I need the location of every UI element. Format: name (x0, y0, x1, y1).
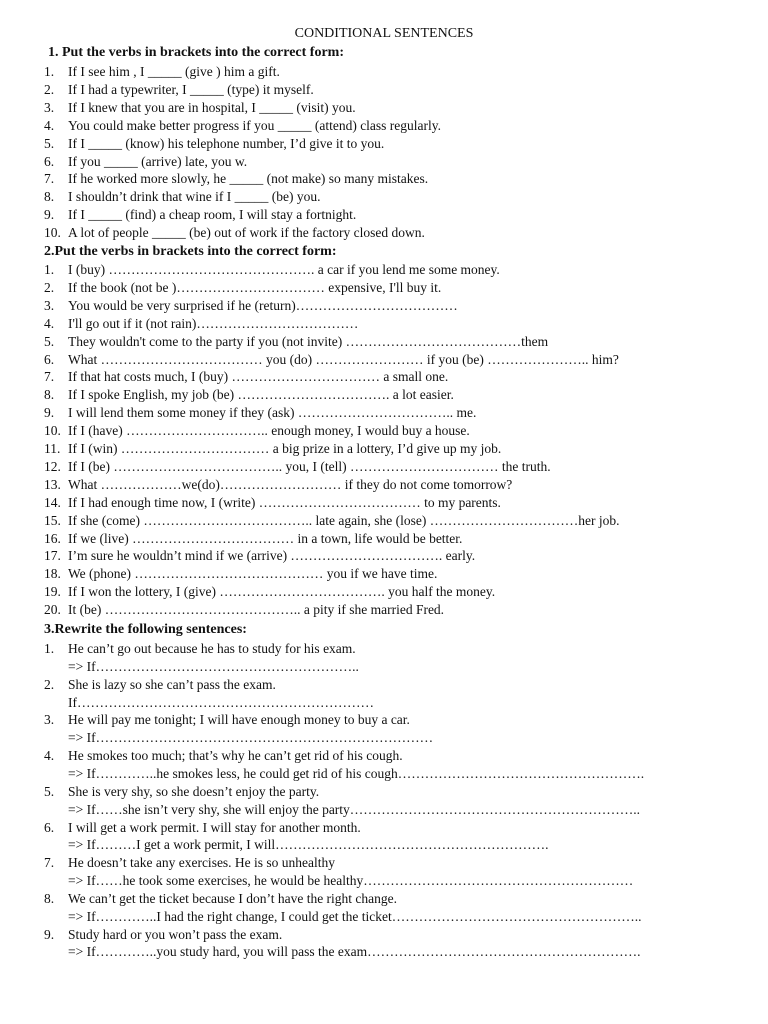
item-text: If I had enough time now, I (write) ……………………………… to my parents. (68, 494, 501, 510)
item-text: You could make better progress if you _____ (attend) class regularly. (68, 117, 442, 133)
item-text: If you _____ (arrive) late, you w. (68, 153, 248, 169)
exercise-item (44, 711, 410, 729)
item-number: 8. (44, 387, 55, 403)
section-1-heading: 1. Put the verbs in brackets into the correct form: (48, 45, 345, 60)
exercise-item (44, 530, 462, 548)
item-text: I’m sure he wouldn’t mind if we (arrive) ……………………………. early. (68, 548, 476, 564)
exercise-item (44, 351, 619, 369)
exercise-item (44, 386, 454, 404)
item-number: 11. (44, 441, 61, 456)
exercise-item (44, 783, 319, 801)
exercise-item (44, 422, 470, 440)
exercise-item (44, 640, 356, 658)
answer-line: => If…………..I had the right change, I could get the ticket……………………………………………….. (68, 908, 642, 924)
item-text: I shouldn’t drink that wine if I _____ (be) you. (68, 189, 321, 205)
exercise-item (44, 440, 501, 458)
exercise-item (44, 819, 361, 837)
answer-line: => If………………………………………………………………… (68, 730, 434, 746)
exercise-item (44, 476, 512, 494)
item-text: If I (be) ……………………………….. you, I (tell) …………………………… the truth. (68, 458, 551, 474)
item-number: 4. (44, 748, 55, 764)
exercise-item (44, 601, 444, 619)
exercise-item (44, 747, 403, 765)
exercise-item (44, 224, 425, 242)
exercise-item (44, 279, 441, 297)
item-text: If I see him , I _____ (give ) him a gift. (68, 64, 280, 79)
item-number: 6. (44, 351, 55, 367)
item-number: 6. (44, 819, 55, 835)
item-text: If I knew that you are in hospital, I _____ (visit) you. (68, 99, 356, 115)
item-number: 10. (44, 423, 61, 439)
item-number: 16. (44, 530, 61, 546)
exercise-item (44, 63, 280, 81)
exercise-item (44, 458, 551, 476)
item-number: 4. (44, 315, 55, 331)
exercise-item (44, 404, 476, 422)
item-text: If the book (not be )…………………………… expensive, I'll buy it. (68, 279, 442, 295)
answer-line: => If……she isn’t very shy, she will enjoy the party……………………………………………………….. (68, 801, 641, 817)
exercise-item (44, 512, 620, 530)
item-text: He will pay me tonight; I will have enough money to buy a car. (68, 712, 410, 728)
exercise-item (44, 368, 448, 386)
item-text: If I spoke English, my job (be) ……………………………. a lot easier. (68, 387, 454, 403)
item-number: 3. (44, 99, 55, 115)
exercise-item (44, 117, 441, 135)
item-text: If that hat costs much, I (buy) …………………………… a small one. (68, 369, 449, 385)
exercise-item (44, 261, 500, 279)
section-2-heading: 2.Put the verbs in brackets into the correct form: (44, 244, 337, 259)
item-text: Study hard or you won’t pass the exam. (68, 926, 283, 942)
item-number: 15. (44, 512, 61, 528)
answer-line: => If………I get a work permit, I will……………………………………………………. (68, 837, 549, 853)
answer-line: => If………………………………………………….. (68, 658, 359, 674)
item-number: 1. (44, 641, 55, 656)
exercise-item (44, 170, 428, 188)
item-number: 7. (44, 855, 55, 871)
item-number: 9. (44, 207, 55, 223)
item-text: She is very shy, so she doesn’t enjoy the party. (68, 783, 320, 799)
item-text: I (buy) ………………………………………. a car if you lend me some money. (68, 262, 500, 277)
exercise-item (44, 494, 501, 512)
answer-line: If………………………………………………………… (68, 694, 374, 710)
item-number: 12. (44, 458, 61, 474)
item-number: 2. (44, 676, 55, 692)
item-number: 5. (44, 135, 55, 151)
item-number: 18. (44, 566, 61, 582)
item-text: He can’t go out because he has to study for his exam. (68, 641, 356, 656)
item-text: He smokes too much; that’s why he can’t get rid of his cough. (68, 748, 403, 764)
answer-line: => If…………..he smokes less, he could get rid of his cough………………………………………………. (68, 765, 645, 781)
item-text: If I (win) …………………………… a big prize in a lottery, I’d give up my job. (68, 441, 502, 456)
item-text: We can’t get the ticket because I don’t have the right change. (68, 890, 398, 906)
exercise-item (44, 99, 356, 117)
exercise-item (44, 297, 458, 315)
item-text: We (phone) …………………………………… you if we have time. (68, 566, 438, 582)
exercise-item (44, 565, 437, 583)
item-number: 20. (44, 602, 61, 618)
exercise-item (44, 188, 320, 206)
item-number: 2. (44, 279, 55, 295)
item-text: If she (come) ……………………………….. late again, she (lose) ……………………………her job. (68, 512, 620, 528)
page-title: CONDITIONAL SENTENCES (294, 26, 474, 41)
exercise-item (44, 583, 495, 601)
item-number: 7. (44, 171, 55, 187)
item-number: 8. (44, 890, 55, 906)
exercise-item (44, 315, 358, 333)
item-number: 8. (44, 189, 55, 205)
item-number: 1. (44, 64, 55, 79)
answer-line: => If……he took some exercises, he would be healthy…………………………………………………… (68, 873, 634, 888)
exercise-item (44, 676, 276, 694)
item-text: He doesn’t take any exercises. He is so unhealthy (68, 855, 336, 871)
item-text: If I _____ (find) a cheap room, I will stay a fortnight. (68, 207, 357, 223)
item-number: 10. (44, 225, 61, 241)
item-text: If we (live) ……………………………… in a town, life would be better. (68, 530, 463, 546)
exercise-item (44, 547, 475, 565)
item-text: They wouldn't come to the party if you (not invite) …………………………………them (68, 333, 549, 349)
item-text: I will get a work permit. I will stay for another month. (68, 819, 361, 835)
item-text: She is lazy so she can’t pass the exam. (68, 676, 276, 692)
item-number: 6. (44, 153, 55, 169)
item-number: 4. (44, 117, 55, 133)
item-text: I will lend them some money if they (ask) …………………………….. me. (68, 405, 477, 421)
exercise-item (44, 333, 548, 351)
item-number: 5. (44, 333, 55, 349)
item-number: 3. (44, 712, 55, 728)
item-number: 17. (44, 548, 61, 564)
item-text: What ……………………………… you (do) …………………… if you (be) ………………….. him? (68, 351, 619, 367)
item-text: What ………………we(do)……………………… if they do not come tomorrow? (68, 476, 513, 492)
item-text: It (be) …………………………………….. a pity if she married Fred. (68, 602, 445, 618)
item-text: A lot of people _____ (be) out of work if the factory closed down. (68, 225, 425, 241)
exercise-item (44, 854, 335, 872)
item-number: 5. (44, 783, 55, 799)
item-number: 19. (44, 584, 61, 600)
item-number: 7. (44, 369, 55, 385)
section-3-heading: 3.Rewrite the following sentences: (44, 622, 247, 637)
exercise-item (44, 135, 384, 153)
exercise-item (44, 81, 314, 99)
item-number: 2. (44, 81, 55, 97)
item-text: If I _____ (know) his telephone number, I’d give it to you. (68, 135, 385, 151)
exercise-item (44, 890, 397, 908)
item-number: 9. (44, 926, 55, 942)
exercise-item (44, 926, 282, 944)
item-text: I'll go out if it (not rain)……………………………… (68, 315, 359, 331)
item-number: 13. (44, 476, 61, 492)
item-text: If he worked more slowly, he _____ (not make) so many mistakes. (68, 171, 429, 187)
item-text: If I (have) ………………………….. enough money, I would buy a house. (68, 423, 470, 439)
answer-line: => If…………..you study hard, you will pass the exam……………………………………………………. (68, 944, 641, 960)
item-text: If I won the lottery, I (give) ………………………………. you half the money. (68, 584, 496, 600)
item-number: 14. (44, 494, 61, 510)
item-number: 9. (44, 405, 55, 421)
exercise-item (44, 153, 247, 171)
item-text: You would be very surprised if he (return)……………………………… (68, 297, 458, 313)
item-text: If I had a typewriter, I _____ (type) it myself. (68, 81, 314, 97)
exercise-item (44, 206, 356, 224)
item-number: 3. (44, 297, 55, 313)
item-number: 1. (44, 262, 55, 277)
